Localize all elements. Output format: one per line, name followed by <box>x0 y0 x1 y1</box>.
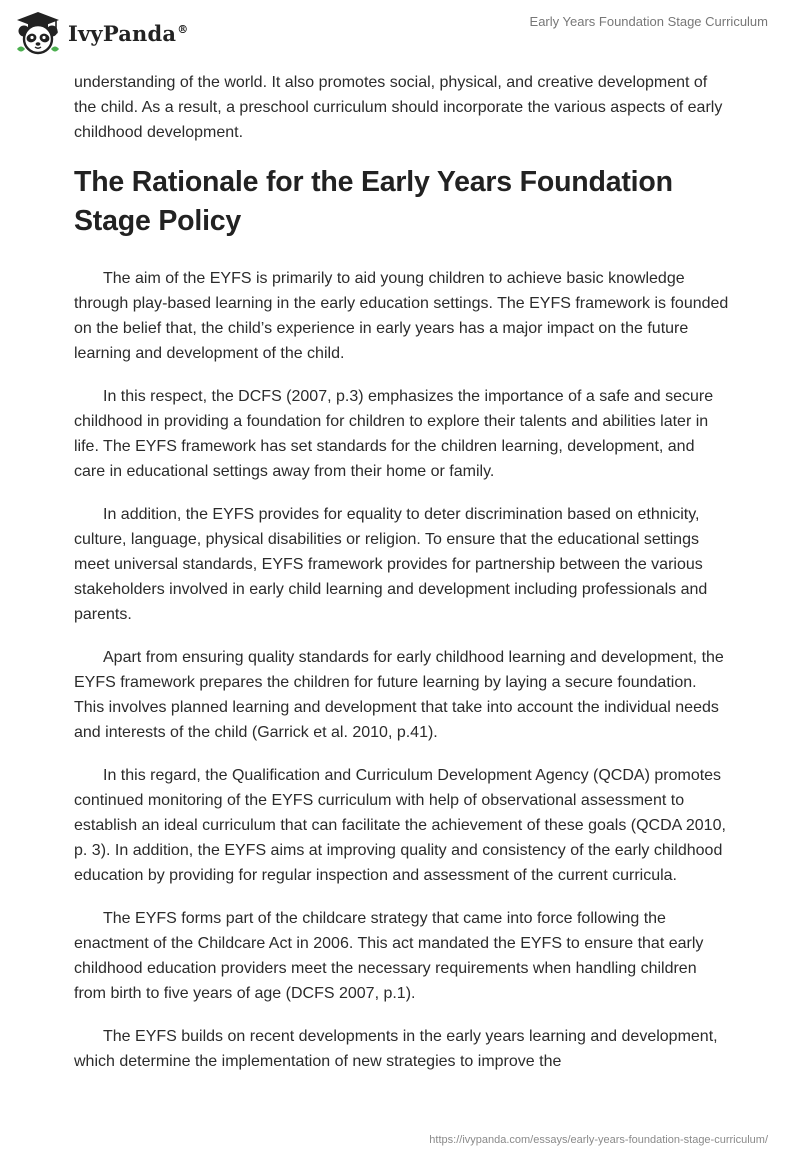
source-url[interactable]: https://ivypanda.com/essays/early-years-foundation-stage-curriculum/ <box>429 1134 768 1146</box>
ivypanda-logo[interactable] <box>14 9 188 57</box>
body-paragraph: The EYFS forms part of the childcare strategy that came into force following the enactment of the Childcare Act in 2006. This act mandated the EYFS to ensure that early childhood education providers meet the necessary requirements when handling children from birth to five years of age (DCFS 2007, p.1). <box>74 910 704 1002</box>
panda-graduation-cap-icon <box>14 9 62 57</box>
lead-paragraph: understanding of the world. It also promotes social, physical, and creative development of the child. As a result, a preschool curriculum should incorporate the various aspects of early childhood development. <box>74 74 723 141</box>
body-paragraph: The EYFS builds on recent developments in the early years learning and development, which determine the implementation of new strategies to improve the <box>74 1028 718 1070</box>
body-paragraph: Apart from ensuring quality standards for early childhood learning and development, the EYFS framework prepares the children for future learning by laying a secure foundation. This involves planned learning and development that take into account the individual needs and interests of the child (Garrick et al. 2010, p.41). <box>74 649 724 741</box>
body-paragraph: In this regard, the Qualification and Curriculum Development Agency (QCDA) promotes continued monitoring of the EYFS curriculum with help of observational assessment to establish an ideal curriculum that can facilitate the achievement of these goals (QCDA 2010, p. 3). In addition, the EYFS aims at improving quality and consistency of the early childhood education by providing for regular inspection and assessment of the current curricula. <box>74 767 726 884</box>
document-title: Early Years Foundation Stage Curriculum <box>529 14 768 29</box>
registered-mark: ® <box>177 22 189 36</box>
section-heading: The Rationale for the Early Years Foundation Stage Policy <box>74 166 673 237</box>
page-header <box>0 0 800 64</box>
body-paragraph: In this respect, the DCFS (2007, p.3) emphasizes the importance of a safe and secure childhood in providing a foundation for children to explore their talents and abilities later in life. The EYFS framework has set standards for the children learning, development, and care in educational settings away from their home or family. <box>74 388 714 480</box>
body-paragraph: The aim of the EYFS is primarily to aid young children to achieve basic knowledge through play-based learning in the early education settings. The EYFS framework is founded on the belief that, the child’s experience in early years has a major impact on the future learning and development of the child. <box>74 270 729 362</box>
brand-name: IvyPanda® <box>68 20 189 46</box>
article-body <box>74 70 730 1092</box>
body-paragraph: In addition, the EYFS provides for equality to deter discrimination based on ethnicity, culture, language, physical disabilities or religion. To ensure that the educational settings meet universal standards, EYFS framework provides for partnership between the various stakeholders involved in early child learning and development including professionals and parents. <box>74 506 708 623</box>
